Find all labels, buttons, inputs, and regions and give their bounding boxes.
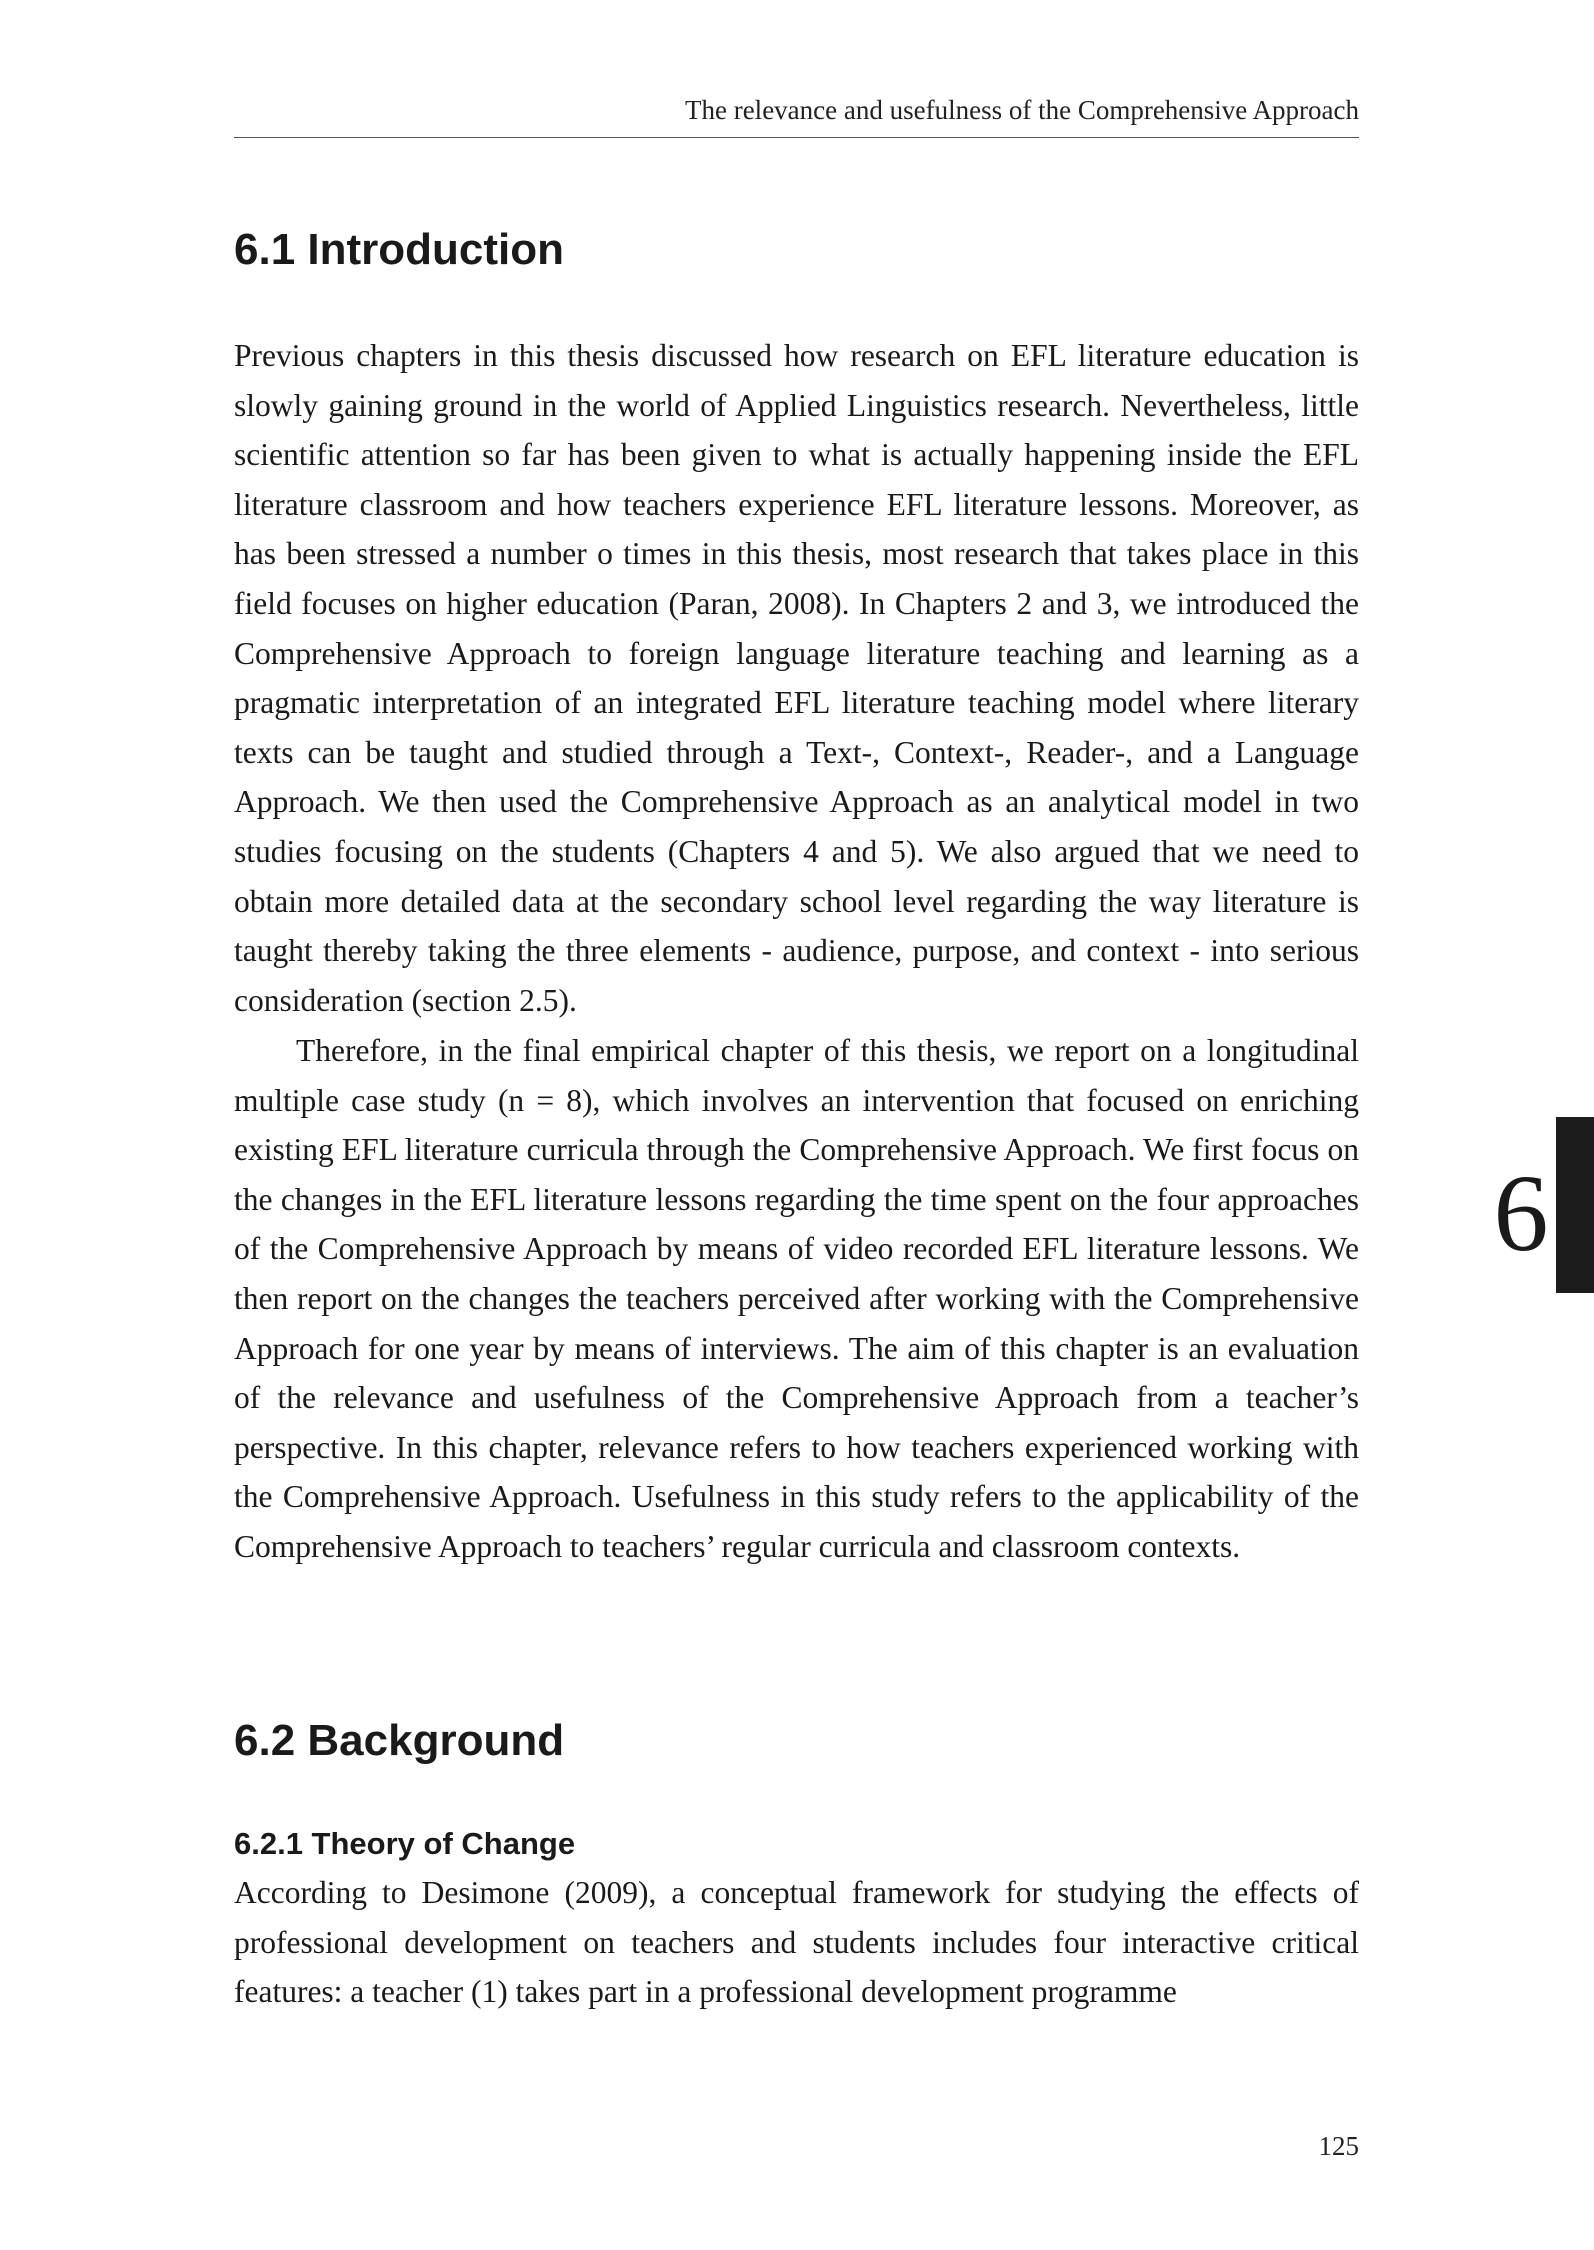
section-heading-background: 6.2 Background bbox=[234, 1716, 565, 1765]
subsection-heading-theory-of-change: 6.2.1 Theory of Change bbox=[234, 1826, 576, 1861]
section-heading-introduction: 6.1 Introduction bbox=[234, 225, 564, 274]
page-number: 125 bbox=[1318, 2131, 1359, 2161]
chapter-number: 6 bbox=[1493, 1152, 1549, 1274]
chapter-thumb-tab bbox=[1556, 1117, 1594, 1293]
introduction-paragraph-2: Therefore, in the final empirical chapter of this thesis, we report on a longitudinal multiple case study (n = 8), which involves an intervention that focused on enriching existing EFL literature curricula through the Comprehensive Approach. We first focus on the changes in the EFL literature lessons regarding the time spent on the four approaches of the Comprehensive Approach by means of video recorded EFL literature lessons. We then report on the changes the teachers perceived after working with the Comprehensive Approach for one year by means of interviews. The aim of this chapter is an evaluation of the relevance and usefulness of the Comprehensive Approach from a teacher’s perspective. In this chapter, relevance refers to how teachers experienced working with the Comprehensive Approach. Usefulness in this study refers to the applicability of the Comprehensive Approach to teachers’ regular curricula and classroom contexts. bbox=[234, 1033, 1359, 1564]
introduction-paragraph-1: Previous chapters in this thesis discussed how research on EFL literature education is slowly gaining ground in the world of Applied Linguistics research. Nevertheless, little scientific attention so far has been given to what is actually happening inside the EFL literature classroom and how teachers experience EFL literature lessons. Moreover, as has been stressed a number o times in this thesis, most research that takes place in this field focuses on higher education (Paran, 2008). In Chapters 2 and 3, we introduced the Comprehensive Approach to foreign language literature teaching and learning as a pragmatic interpretation of an integrated EFL literature teaching model where literary texts can be taught and studied through a Text-, Context-, Reader-, and a Language Approach. We then used the Comprehensive Approach as an analytical model in two studies focusing on the students (Chapters 4 and 5). We also argued that we need to obtain more detailed data at the secondary school level regarding the way literature is taught thereby taking the three elements - audience, purpose, and context - into serious consideration (section 2.5). bbox=[234, 338, 1359, 1018]
running-header-title: The relevance and usefulness of the Comprehensive Approach bbox=[684, 95, 1359, 125]
background-paragraph-1: According to Desimone (2009), a conceptual framework for studying the effects of professional development on teachers and students includes four interactive critical features: a teacher (1) takes part in a professional development programme bbox=[234, 1875, 1359, 2010]
running-header bbox=[234, 90, 1359, 138]
